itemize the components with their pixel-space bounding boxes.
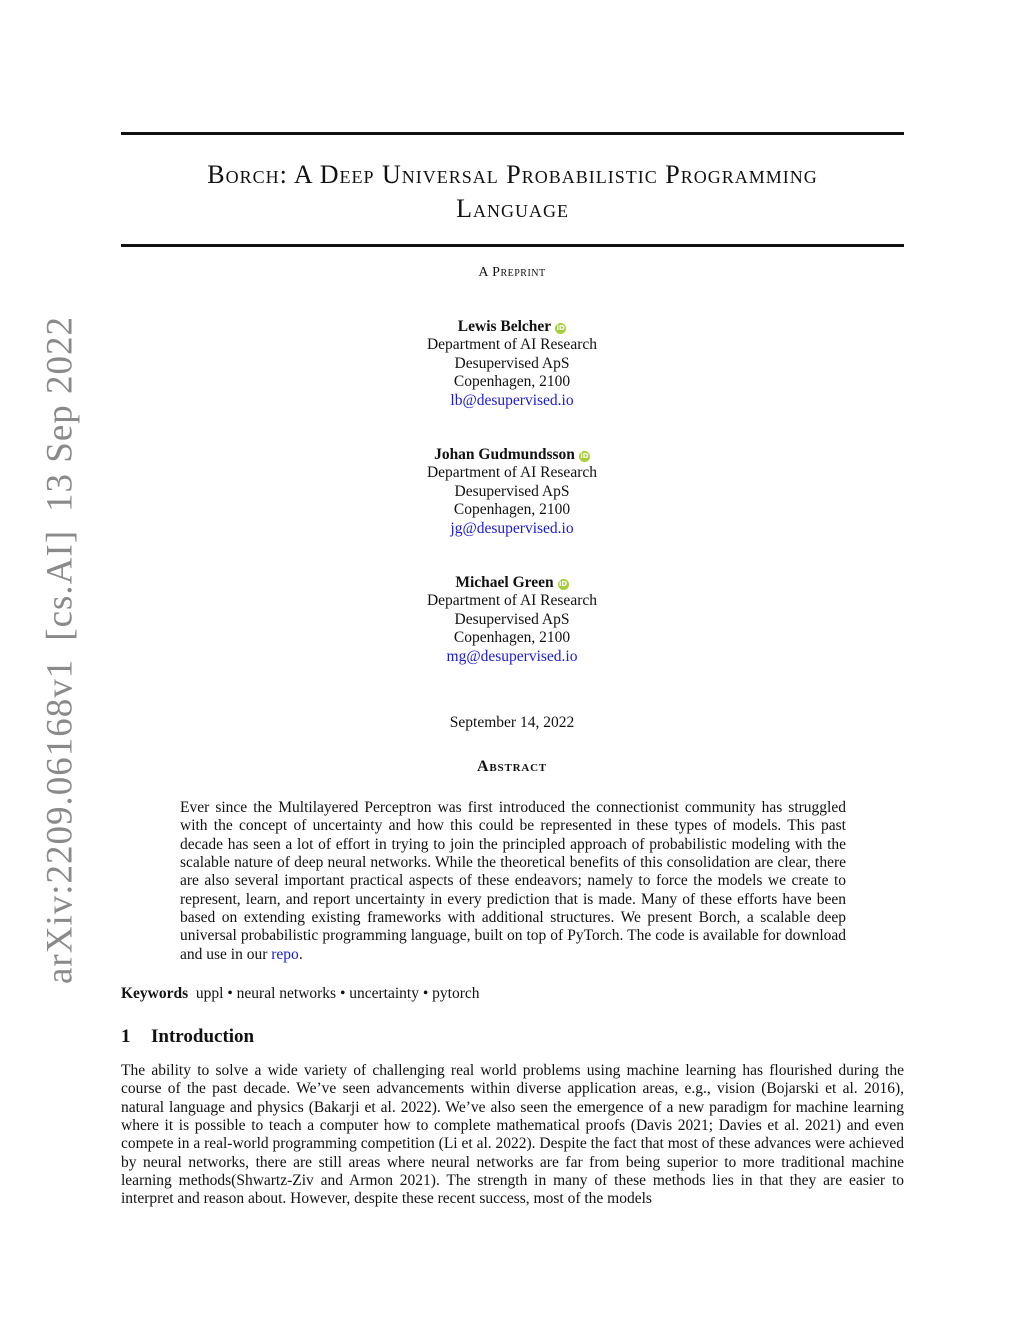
author-department: Department of AI Research	[426, 464, 597, 482]
title-top-rule	[121, 132, 904, 135]
orcid-icon[interactable]: iD	[556, 324, 565, 332]
author-block-1	[0, 318, 1024, 410]
author-company: Desupervised ApS	[454, 354, 570, 372]
arxiv-category: [cs.AI]	[39, 529, 81, 641]
section-title: Introduction	[151, 1026, 255, 1047]
title-line-1: Borch: A Deep Universal Probabilistic Programming	[207, 160, 818, 189]
author-email-link[interactable]: jg@desupervised.io	[450, 519, 574, 537]
repo-link[interactable]: repo	[271, 945, 299, 963]
author-department: Department of AI Research	[426, 592, 597, 610]
author-company: Desupervised ApS	[454, 610, 570, 628]
author-company: Desupervised ApS	[454, 482, 570, 500]
orcid-icon[interactable]: iD	[559, 580, 568, 588]
keywords-list: uppl • neural networks • uncertainty • pytorch	[195, 985, 480, 1002]
author-email-link[interactable]: lb@desupervised.io	[450, 391, 574, 409]
preprint-label: A Preprint	[478, 265, 546, 280]
author-block-3	[0, 574, 1024, 666]
author-name: Michael Green	[455, 574, 554, 591]
section-heading	[121, 1026, 254, 1048]
author-email-link[interactable]: mg@desupervised.io	[446, 647, 578, 665]
author-name: Lewis Belcher	[457, 318, 552, 335]
orcid-icon[interactable]: iD	[580, 452, 589, 460]
paper-date: September 14, 2022	[449, 714, 575, 731]
introduction-paragraph: The ability to solve a wide variety of challenging real world problems using machine learning has flourished during the course of the past decade. We’ve seen advancements within diverse application areas, e.g., vision (Bojarski et al. 2016), natural language and physics (Bakarji et al. 2022). We’ve also seen the emergence of a new paradigm for machine learning where it is possible to teach a computer how to complete mathematical proofs (Davis 2021; Davies et al. 2021) and even compete in a real-world programming competition (Li et al. 2022). Despite the fact that most of these advances were achieved by neural networks, there are still areas where neural networks are far from being superior to more traditional machine learning methods(Shwartz-Ziv and Armon 2021). The strength in many of these methods lies in that they are easier to interpret and reason about. However, despite these recent success, most of the models	[121, 1062, 904, 1208]
author-name: Johan Gudmundsson	[434, 446, 575, 463]
abstract-end: .	[298, 945, 303, 963]
abstract-heading: Abstract	[477, 758, 547, 775]
author-department: Department of AI Research	[426, 336, 597, 354]
author-city: Copenhagen, 2100	[453, 501, 571, 519]
paper-title	[121, 158, 904, 226]
title-line-2: Language	[456, 194, 569, 223]
arxiv-id: arXiv:2209.06168v1	[39, 658, 81, 985]
keywords-line	[121, 985, 480, 1003]
keywords-label: Keywords	[121, 985, 189, 1002]
abstract-text: Ever since the Multilayered Perceptron was first introduced the connectionist community has struggled with the concept of uncertainty and how this could be represented in these types of models. This past decade has seen a lot of effort in trying to join the principled approach of probabilistic modeling with the scalable nature of deep neural networks. While the theoretical benefits of this consolidation are clear, there are also several important practical aspects of these endeavors; namely to force the models we create to represent, learn, and report uncertainty in every prediction that is made. Many of these efforts have been based on extending existing frameworks with additional structures. We present Borch, a scalable deep universal probabilistic programming language, built on top of PyTorch. The code is available for download and use in our	[180, 799, 846, 963]
arxiv-date: 13 Sep 2022	[39, 315, 81, 512]
author-city: Copenhagen, 2100	[453, 373, 571, 391]
title-bottom-rule	[121, 244, 904, 247]
author-city: Copenhagen, 2100	[453, 629, 571, 647]
author-block-2	[0, 446, 1024, 538]
abstract-body	[180, 799, 846, 964]
section-number: 1	[121, 1026, 131, 1047]
